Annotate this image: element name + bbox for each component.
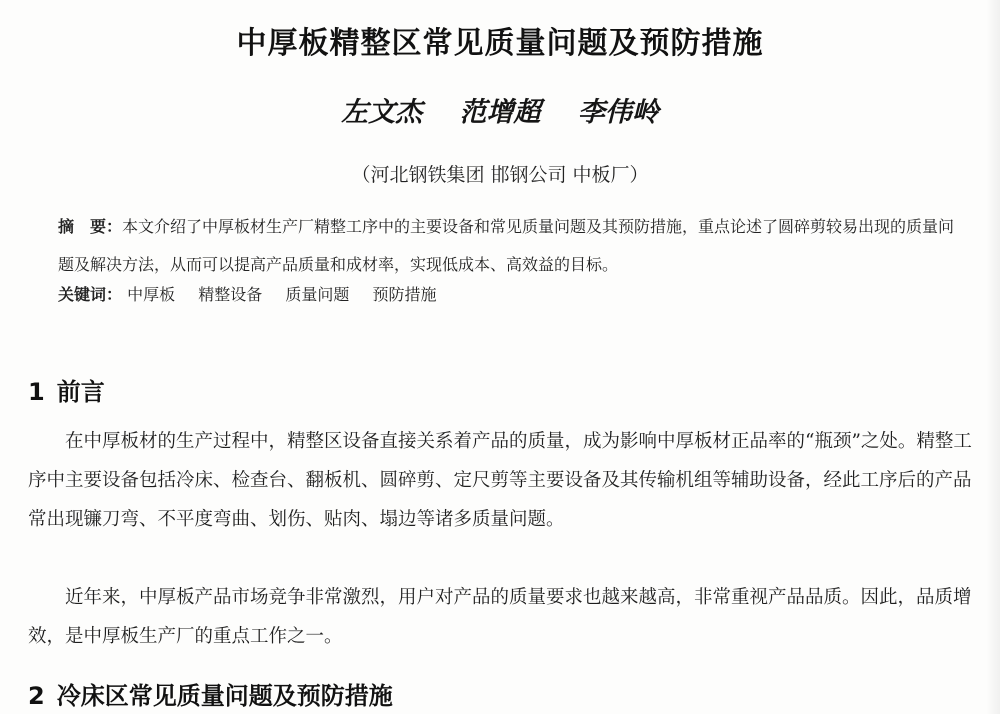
keyword-item: 中厚板 (127, 285, 176, 304)
section-title: 前言 (56, 378, 105, 406)
body-paragraph: 近年来，中厚板产品市场竞争非常激烈，用户对产品的质量要求也越来越高，非常重视产品品质。因此，品质增效，是中厚板生产厂的重点工作之一。 (28, 587, 972, 647)
abstract-text: 本文介绍了中厚板材生产厂精整工序中的主要设备和常见质量问题及其预防措施，重点论述了圆碎剪较易出现的质量问题及解决方法，从而可以提高产品质量和成材率，实现低成本、高效益的目标。 (58, 217, 955, 274)
keyword-item: 质量问题 (285, 285, 350, 304)
keyword-item: 预防措施 (372, 285, 437, 304)
section-heading-2 (28, 676, 393, 711)
body-paragraph: 在中厚板材的生产过程中，精整区设备直接关系着产品的质量，成为影响中厚板材正品率的“瓶颈”之处。精整工序中主要设备包括冷床、检查台、翻板机、圆碎剪、定尺剪等主要设备及其传输机组等辅助设备，经此工序后的产品常出现镰刀弯、不平度弯曲、划伤、贴肉、塌边等诸多质量问题。 (28, 431, 972, 530)
abstract-label: 摘 要： (58, 217, 123, 236)
section-number: 2 (28, 682, 45, 710)
keywords-label: 关键词： (58, 285, 123, 304)
paper-title: 中厚板精整区常见质量问题及预防措施 (236, 26, 764, 61)
author-name: 李伟岭 (577, 97, 659, 128)
section-number: 1 (28, 378, 45, 406)
keyword-item: 精整设备 (198, 285, 263, 304)
author-name: 左文杰 (341, 97, 423, 128)
author-list (0, 90, 1000, 129)
section-heading-1 (28, 372, 105, 407)
abstract (58, 208, 958, 284)
keywords (58, 282, 958, 305)
affiliation: （河北钢铁集团 邯钢公司 中板厂） (351, 164, 649, 186)
author-name: 范增超 (459, 97, 541, 128)
scan-shadow-edge (986, 0, 1000, 714)
section-title: 冷床区常见质量问题及预防措施 (56, 682, 393, 710)
